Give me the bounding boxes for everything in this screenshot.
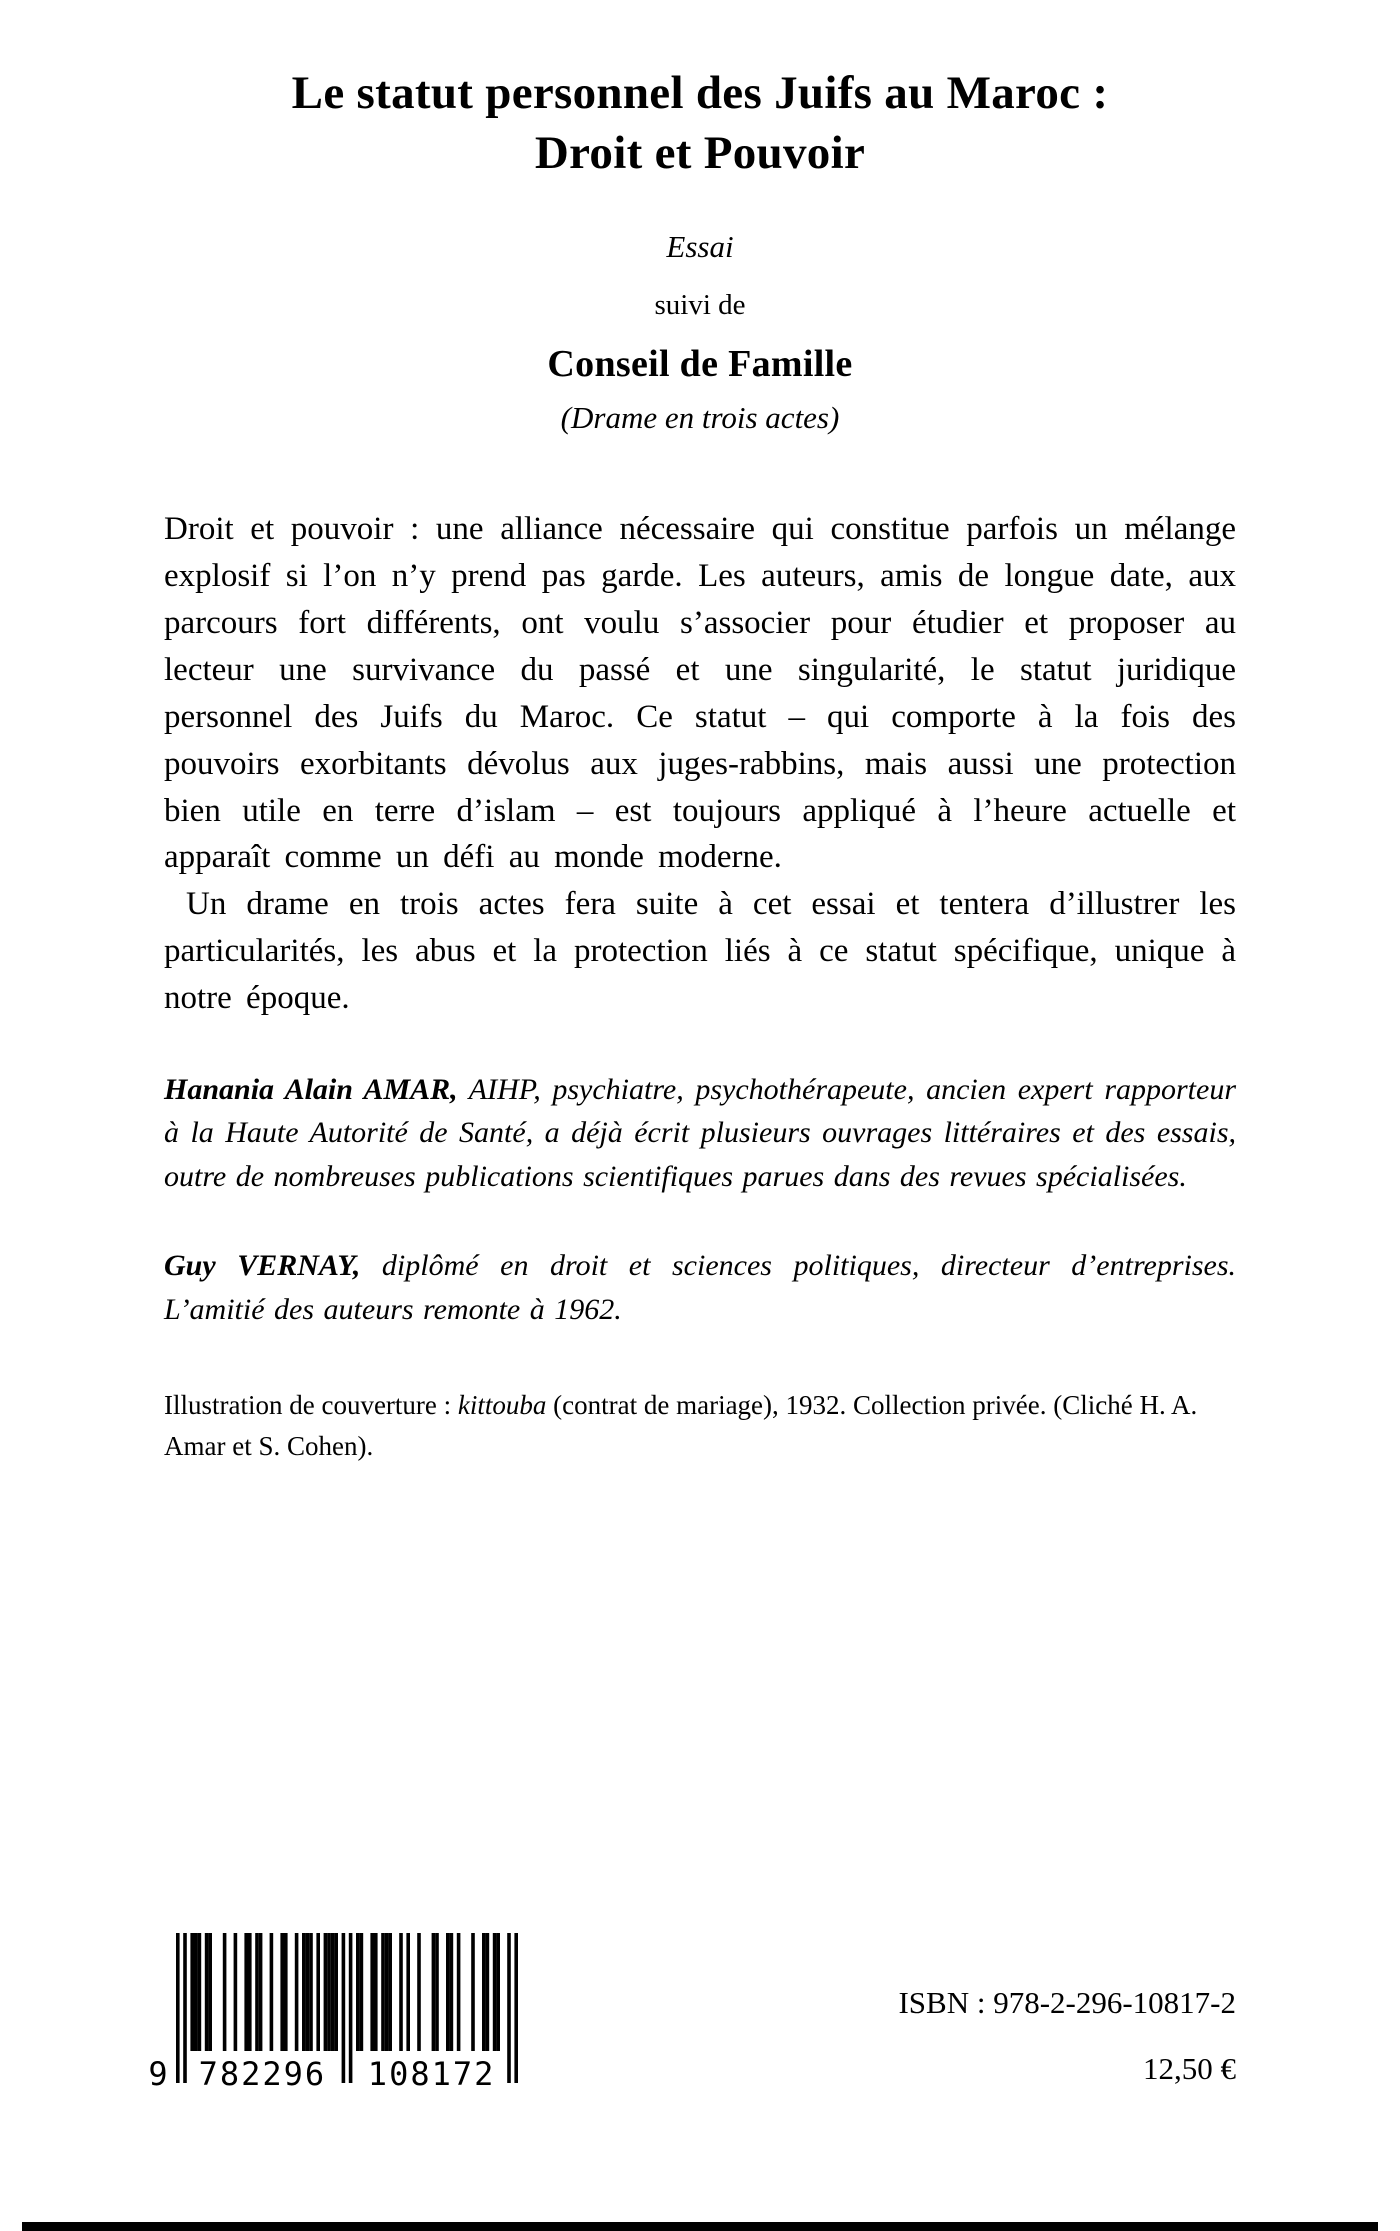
synopsis-section [0, 506, 1400, 1466]
isbn-block [898, 1985, 1236, 2087]
credit-suffix: (contrat de mariage), 1932. Collection privée. (Cliché H. A. Amar et S. Cohen). [164, 1390, 1198, 1461]
credit-term: kittouba [457, 1390, 547, 1421]
author-name-vernay: Guy VERNAY, [164, 1249, 361, 1283]
book-title-line1: Le statut personnel des Juifs au Maroc : [291, 67, 1109, 119]
synopsis-paragraph-1: Droit et pouvoir : une alliance nécessaire qui constitue parfois un mélange explosif si l’on n’y prend pas garde. Les auteurs, amis de longue date, aux parcours fort différents, ont voulu s’associer pour étudier et proposer au lecteur une survivance du passé et une singularité, le statut juridique personnel des Juifs du Maroc. Ce statut – qui comporte à la fois des pouvoirs exorbitants dévolus aux juges-rabbins, mais aussi une protection bien utile en terre d’islam – est toujours appliqué à l’heure actuelle et apparaît comme un défi au monde moderne. [164, 511, 1236, 876]
author-name-amar: Hanania Alain AMAR, [164, 1072, 458, 1106]
genre-label: Essai [666, 229, 734, 265]
second-work-genre: (Drame en trois actes) [560, 400, 840, 436]
svg-text:9: 9 [150, 2055, 170, 2091]
synopsis-paragraph-2: Un drame en trois actes fera suite à cet essai et tentera d’illustrer les particularités, les abus et la protection liés à ce statut spécifique, unique à notre époque. [164, 886, 1236, 1016]
cover-footer [150, 1933, 1236, 2091]
price-text: 12,50 € [1143, 2051, 1236, 2086]
book-title-line2: Droit et Pouvoir [534, 126, 866, 179]
barcode-block [150, 1933, 522, 2091]
author-bio-vernay-text: diplômé en droit et sciences politiques, directeur d’entreprises. L’amitié des auteurs remonte à 1962. [164, 1249, 1237, 1326]
svg-text:782296: 782296 [198, 2055, 327, 2091]
author-bio-amar-text: AIHP, psychiatre, psychothérapeute, ancien expert rapporteur à la Haute Autorité de Santé, a déjà écrit plusieurs ouvrages littéraires et des essais, outre de nombreuses publications scientifiques parues dans des revues spécialisées. [164, 1072, 1236, 1193]
cover-header [0, 0, 1400, 436]
book-title [0, 64, 1400, 183]
svg-text:108172: 108172 [367, 2055, 496, 2091]
author-bio-amar [164, 1068, 1236, 1199]
followed-by-label: suivi de [654, 289, 746, 322]
cover-illustration-credit [164, 1385, 1236, 1466]
isbn-text: ISBN : 978-2-296-10817-2 [898, 1985, 1236, 2020]
second-work-title: Conseil de Famille [547, 343, 853, 386]
author-bio-vernay [164, 1244, 1236, 1331]
page-edge-line [22, 2222, 1378, 2231]
credit-prefix: Illustration de couverture : [164, 1390, 458, 1421]
ean13-barcode [150, 1933, 522, 2091]
